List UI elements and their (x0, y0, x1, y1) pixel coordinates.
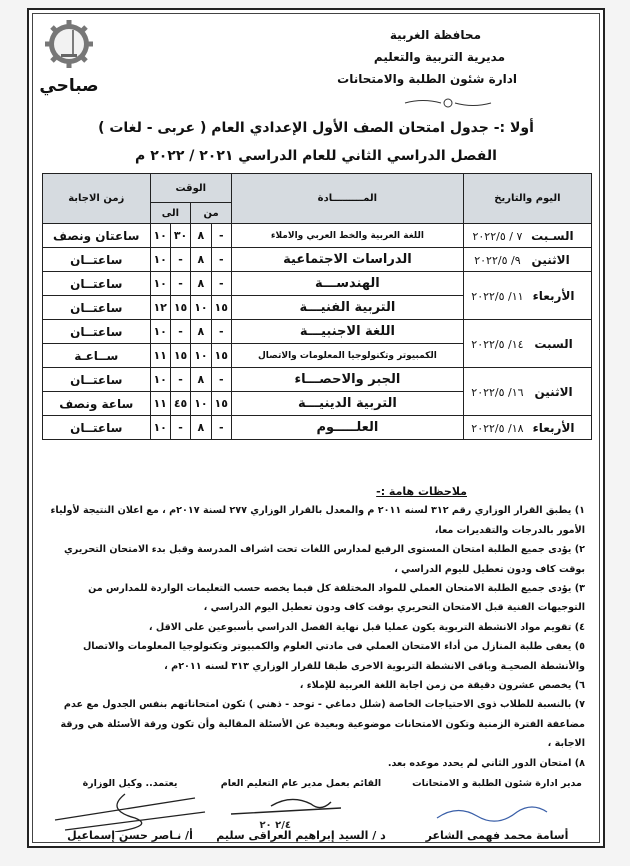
header-subject: المـــــــــادة (231, 174, 463, 224)
to-hour-cell: ١١ (150, 392, 170, 416)
schedule-title: أولا :- جدول امتحان الصف الأول الإعدادي العام ( عربى - لغات ) (98, 120, 534, 136)
signature-role: القائم بعمل مدير عام التعليم العام (220, 778, 382, 789)
note-item: ٢) يؤدى جميع الطلبة امتحان المستوى الرفيع لمدارس اللغات تحت اشراف المدرسة وقبل بدء الامتحان التحريري بوقت كاف ودون تعطيل لليوم الدراسي ، (64, 544, 585, 575)
subject-cell: التربية الفنيـــة (231, 296, 463, 320)
subject-cell: العلـــــوم (231, 416, 463, 440)
subject-cell: الجبر والاحصـــاء (231, 368, 463, 392)
from-hour-cell: ٨ (191, 224, 211, 248)
directorate-name: مديرية التربية والتعليم (373, 50, 505, 64)
header-day-date: اليوم والتاريخ (463, 174, 591, 224)
from-minute-cell: - (211, 320, 231, 344)
to-hour-cell: ١٠ (150, 272, 170, 296)
exam-date: ١٨/ ٢٠٢٢/٥ (471, 421, 524, 435)
from-hour-cell: ٨ (191, 272, 211, 296)
document-page (27, 8, 605, 848)
handwritten-signature-icon (45, 790, 215, 832)
subject-cell: اللغة العربية والخط العربي والاملاء (231, 224, 463, 248)
from-hour-cell: ١٠ (191, 392, 211, 416)
note-item: ٧) بالنسبة للطلاب ذوى الاحتياجات الخاصة (شلل دماغي - توحد - ذهني ) تكون امتحاناتهم بنفس الجدول مع عدم مضاعفة الفترة الزمنية وتكون الامتحانات موضوعية وبعيدة عن الأسئلة المقالية وأن تكون ورقة الأسئلة هي ورقة الاجابة ، (60, 699, 585, 750)
subject-cell: الكمبيوتر وتكنولوجيا المعلومات والاتصال (231, 344, 463, 368)
table-row (43, 248, 592, 272)
day-name: الأربعاء (532, 420, 575, 435)
duration-cell: ساعتــان (43, 296, 151, 320)
header-duration: زمن الاجابة (43, 174, 151, 224)
from-minute-cell: ١٥ (211, 344, 231, 368)
to-minute-cell: ٣٠ (170, 224, 190, 248)
signature-role: يعتمد.. وكيل الوزارة (82, 778, 178, 789)
gear-minaret-emblem-icon (45, 16, 93, 74)
day-date-cell (463, 224, 591, 248)
day-date-cell (463, 368, 591, 416)
to-hour-cell: ١٠ (150, 320, 170, 344)
signature-name: أ/ نـاصر حسن إسماعيل (67, 829, 193, 842)
from-hour-cell: ٨ (191, 320, 211, 344)
duration-cell: ساعتان ونصف (43, 224, 151, 248)
from-hour-cell: ١٠ (191, 344, 211, 368)
signature-undersecretary (45, 778, 215, 842)
handwritten-signature-icon (407, 790, 587, 832)
day-name: السـبت (531, 228, 574, 243)
to-minute-cell: - (170, 416, 190, 440)
duration-cell: ساعتــان (43, 416, 151, 440)
day-date-cell (463, 416, 591, 440)
notes-title: ملاحظات هامة :- (376, 485, 467, 498)
exam-date: ٩/ ٢٠٢٢/٥ (474, 253, 521, 267)
duration-cell: ساعتــان (43, 320, 151, 344)
to-minute-cell: - (170, 272, 190, 296)
note-item: ٨) امتحان الدور الثاني لم يحدد موعده بعد. (387, 757, 585, 769)
to-minute-cell: - (170, 248, 190, 272)
from-minute-cell: - (211, 416, 231, 440)
day-name: الاثنين (534, 384, 573, 399)
handwritten-signature-icon (211, 790, 391, 832)
subject-cell: الدراسات الاجتماعية (231, 248, 463, 272)
signature-general-director (211, 778, 391, 842)
governorate-name: محافظة الغربية (389, 28, 481, 42)
to-hour-cell: ١٢ (150, 296, 170, 320)
exam-date: ٧ / ٢٠٢٢/٥ (472, 229, 523, 243)
important-notes (47, 482, 585, 773)
to-minute-cell: ١٥ (170, 296, 190, 320)
to-minute-cell: - (170, 320, 190, 344)
table-row (43, 224, 592, 248)
schedule-body (43, 224, 592, 440)
to-hour-cell: ١٠ (150, 248, 170, 272)
note-item: ٣) يؤدى جميع الطلبة الامتحان العملي للمواد المختلفة كل فيما يخصه حسب التعليمات الواردة للمدارس من التوجيهات الفنية قبل الامتحان التحريري بوقت كاف ودون تعطيل اليوم الدراسي ، (88, 583, 585, 614)
from-minute-cell: ١٥ (211, 392, 231, 416)
subject-cell: اللغة الاجنبيـــة (231, 320, 463, 344)
from-minute-cell: ١٥ (211, 296, 231, 320)
signature-exams-director (407, 778, 587, 842)
schedule-subtitle: الفصل الدراسي الثاني للعام الدراسي ٢٠٢١ / ٢٠٢٢ م (135, 148, 497, 164)
note-item: ١) يطبق القرار الوزاري رقم ٣١٢ لسنه ٢٠١١ م والمعدل بالقرار الوزاري ٢٧٧ لسنة ٢٠١٧م ، مع اعلان النتيجة لأولياء الأمور بالدرجات والتقديرات معا، (50, 505, 585, 536)
svg-text:٢/٤ ٢٠: ٢/٤ ٢٠ (259, 820, 291, 831)
signature-role: مدير ادارة شئون الطلبة و الامتحانات (412, 778, 582, 789)
day-date-cell (463, 320, 591, 368)
to-minute-cell: ١٥ (170, 344, 190, 368)
duration-cell: ساعتــان (43, 368, 151, 392)
table-row (43, 368, 592, 392)
letterhead (337, 24, 517, 90)
exam-date: ١٦/ ٢٠٢٢/٥ (471, 385, 524, 399)
day-name: الاثنين (531, 252, 570, 267)
day-date-cell (463, 248, 591, 272)
exam-date: ١١/ ٢٠٢٢/٥ (471, 289, 524, 303)
duration-cell: ســاعـة (43, 344, 151, 368)
from-minute-cell: - (211, 368, 231, 392)
day-name: الأربعاء (532, 288, 575, 303)
header-to: الى (150, 203, 191, 224)
table-row (43, 416, 592, 440)
to-hour-cell: ١٠ (150, 416, 170, 440)
from-minute-cell: - (211, 272, 231, 296)
note-item: ٥) يعفى طلبة المنازل من أداء الامتحان العملي فى مادتي العلوم والكمبيوتر وتكنولوجيا المعلومات والاتصال والأنشطة الصحيـة وباقى الانشطة التربوية الاخرى طبقا للقرار الوزاري ٣١٣ لسنه ٢٠١١م ، (82, 641, 585, 672)
day-date-cell (463, 272, 591, 320)
duration-cell: ساعة ونصف (43, 392, 151, 416)
signature-name: أسامة محمد فهمى الشاعر (425, 829, 569, 842)
from-hour-cell: ٨ (191, 248, 211, 272)
department-name: ادارة شئون الطلبة والامتحانات (337, 72, 517, 86)
signature-name: د / السيد إبراهيم العراقى سليم (216, 829, 386, 842)
duration-cell: ساعتــان (43, 248, 151, 272)
signature-block (41, 778, 591, 848)
to-hour-cell: ١٠ (150, 368, 170, 392)
to-hour-cell: ١٠ (150, 224, 170, 248)
exam-date: ١٤/ ٢٠٢٢/٥ (471, 337, 524, 351)
subject-cell: التربية الدينيـــة (231, 392, 463, 416)
watermark-text: صباحي (39, 76, 99, 96)
to-hour-cell: ١١ (150, 344, 170, 368)
note-item: ٦) يخصص عشرون دقيقة من زمن اجابة اللغة العربية للإملاء ، (299, 680, 585, 692)
exam-schedule-table (42, 173, 592, 440)
header-from: من (191, 203, 232, 224)
from-hour-cell: ٨ (191, 416, 211, 440)
header-time: الوقت (150, 174, 231, 203)
subject-cell: الهندســـة (231, 272, 463, 296)
logo (39, 16, 99, 106)
table-row (43, 320, 592, 344)
to-minute-cell: ٤٥ (170, 392, 190, 416)
duration-cell: ساعتــان (43, 272, 151, 296)
note-item: ٤) تقويم مواد الانشطة التربوية يكون عمليا قبل نهاية الفصل الدراسي بأسبوعين على الاقل ، (148, 621, 585, 633)
from-minute-cell: - (211, 224, 231, 248)
table-row (43, 272, 592, 296)
ornament-icon (403, 96, 493, 110)
from-hour-cell: ٨ (191, 368, 211, 392)
to-minute-cell: - (170, 368, 190, 392)
from-hour-cell: ١٠ (191, 296, 211, 320)
from-minute-cell: - (211, 248, 231, 272)
day-name: السبت (534, 336, 573, 351)
